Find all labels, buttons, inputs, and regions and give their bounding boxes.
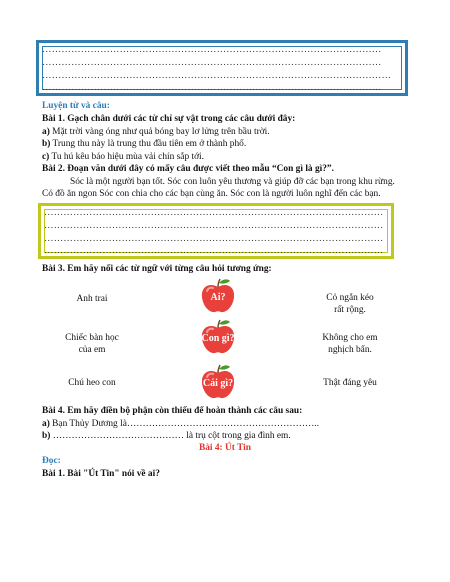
question-label: Ai?: [210, 292, 226, 303]
answer-line[interactable]: ……………………………………………………………………………………………: [44, 234, 384, 244]
answer-line[interactable]: ……………………………………………………………………………………………: [42, 83, 382, 93]
right-item-that-dang-yeu[interactable]: Thật đáng yêu: [323, 378, 377, 388]
exercise-1-item-b: b) Trung thu này là trung thu đầu tiên em ở thành phố.: [42, 139, 247, 149]
answer-line[interactable]: ……………………………………………………………………………………………: [44, 246, 384, 256]
answer-line[interactable]: ……………………………………………………………………………………………: [42, 58, 382, 68]
exercise-1-title: Bài 1. Gạch chân dưới các từ chỉ sự vật trong các câu dưới đây:: [42, 114, 296, 124]
right-item-line: Cỏ ngắn kéo: [326, 293, 374, 303]
exercise-4-item-b[interactable]: b) …………………………………… là trụ cột trong gia đình em.: [42, 431, 291, 441]
apple-question-con-gi[interactable]: [199, 319, 237, 360]
right-item-khong-cho-em[interactable]: [310, 333, 390, 356]
exercise-4-title: Bài 4. Em hãy điền bộ phận còn thiếu để hoàn thành các câu sau:: [42, 406, 303, 416]
left-item-anh-trai[interactable]: Anh trai: [76, 294, 108, 304]
right-item-line: rất rộng.: [334, 304, 366, 315]
reading-label: Đọc:: [42, 456, 61, 466]
left-item-line: của em: [78, 344, 106, 355]
left-item-chiec-ban-hoc[interactable]: [52, 333, 132, 356]
section-title: Luyện từ và câu:: [42, 101, 110, 111]
exercise-1-item-c: c) Tu hú kêu báo hiệu mùa vải chín sắp tới.: [42, 152, 204, 162]
question-label: Con gì?: [201, 333, 235, 344]
exercise-2-paragraph-line1: Sóc là một người bạn tốt. Sóc con luôn yêu thương và giúp đỡ các bạn trong khu rừng.: [70, 177, 395, 187]
exercise-2-title: Bài 2. Đoạn văn dưới đây có mấy câu được viết theo mẫu “Con gì là gì?”.: [42, 164, 334, 174]
right-item-line: nghịch bẩn.: [328, 344, 372, 355]
apple-question-ai[interactable]: [199, 278, 237, 319]
answer-line[interactable]: ……………………………………………………………………………………………: [42, 45, 382, 55]
left-item-chu-heo-con[interactable]: Chú heo con: [68, 378, 116, 388]
reading-question-1: Bài 1. Bài "Út Tin" nói về ai?: [42, 469, 160, 479]
answer-line[interactable]: ……………………………………………………………………………………………: [44, 208, 384, 218]
left-item-line: Chiếc bàn học: [65, 333, 119, 343]
exercise-1-item-a: a) Mặt trời vàng óng như quả bóng bay lơ lửng trên bầu trời.: [42, 127, 270, 137]
exercise-3-title: Bài 3. Em hãy nối các từ ngữ với từng câu hỏi tương ứng:: [42, 264, 272, 274]
right-item-co-ngan-keo[interactable]: [310, 293, 390, 316]
right-item-line: Không cho em: [322, 333, 378, 343]
question-label: Cái gì?: [202, 378, 234, 389]
apple-question-cai-gi[interactable]: [199, 364, 237, 405]
exercise-2-paragraph-line2: Có đồ ăn ngon Sóc con chia cho các bạn cùng ăn. Sóc con là người luôn nghĩ đến các bạn.: [42, 189, 381, 199]
lesson-title: Bài 4: Út Tin: [198, 443, 251, 453]
answer-line[interactable]: ………………………………………………………………………………………………: [42, 71, 392, 81]
exercise-4-item-a[interactable]: a) Bạn Thủy Dương là……………………………………………………..: [42, 419, 320, 429]
answer-line[interactable]: ……………………………………………………………………………………………: [44, 221, 384, 231]
